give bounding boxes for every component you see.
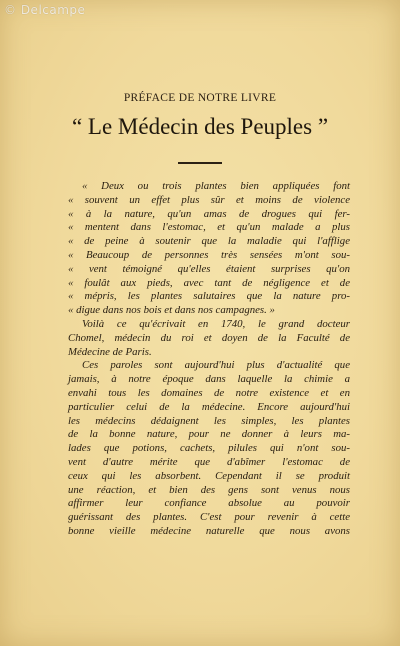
text-line: Ces paroles sont aujourd'hui plus d'actualité que: [82, 359, 350, 372]
book-title: “ Le Médecin des Peuples ”: [71, 114, 329, 139]
text-line: « Beaucoup de personnes très sensées m'ont sou-: [68, 248, 350, 261]
text-line: Chomel, médecin du roi et doyen de la Faculté de: [68, 331, 350, 344]
preface-heading: PRÉFACE DE NOTRE LIVRE: [123, 92, 277, 104]
text-line: « mentent dans l'estomac, et qu'un malade a plus: [68, 221, 350, 234]
text-line: « vent témoigné qu'elles étaient surprises qu'on: [68, 262, 350, 275]
text-line: particulier celui de la médecine. Encore aujourd'hui: [68, 400, 350, 413]
text-line: affirmer leur confiance absolue au pouvoir: [68, 497, 350, 510]
text-line: « à la nature, qu'un amas de drogues qui fer-: [68, 207, 350, 220]
text-line: bonne vieille médecine naturelle que nous avons: [68, 524, 350, 537]
text-line: « mépris, les plantes salutaires que la nature pro-: [68, 290, 350, 303]
text-line: Médecine de Paris.: [68, 345, 152, 358]
text-line: « foulât aux pieds, avec tant de négligence et de: [68, 276, 350, 289]
text-line: de la bonne nature, pour ne donner à leurs ma-: [68, 428, 350, 441]
text-line: vent d'autre mérite que d'abîmer l'estomac de: [68, 455, 350, 468]
text-line: Voilà ce qu'écrivait en 1740, le grand docteur: [82, 317, 350, 330]
watermark: © Delcampe: [4, 3, 86, 17]
text-line: ceux qui les absorbent. Cependant il se produit: [68, 469, 350, 482]
text-line: « digue dans nos bois et dans nos campagnes. »: [68, 304, 275, 317]
preface-body: [68, 180, 350, 539]
text-line: « de peine à soutenir que la maladie qui l'afflige: [68, 235, 350, 248]
text-line: les médecins dédaignent les simples, les plantes: [68, 414, 350, 427]
text-line: guérissant des plantes. C'est pour revenir à cette: [68, 511, 350, 524]
text-line: « souvent un effet plus sûr et moins de violence: [68, 193, 350, 206]
text-line: envahi tous les domaines de notre existence et en: [68, 386, 350, 399]
text-line: une réaction, et bien des gens sont venus nous: [68, 483, 350, 496]
text-line: « Deux ou trois plantes bien appliquées font: [82, 180, 350, 192]
title-divider: [178, 162, 222, 164]
text-line: lades que potions, cachets, pilules qui n'ont sou-: [68, 442, 350, 455]
text-line: jamais, à notre époque dans laquelle la chimie a: [68, 373, 350, 386]
